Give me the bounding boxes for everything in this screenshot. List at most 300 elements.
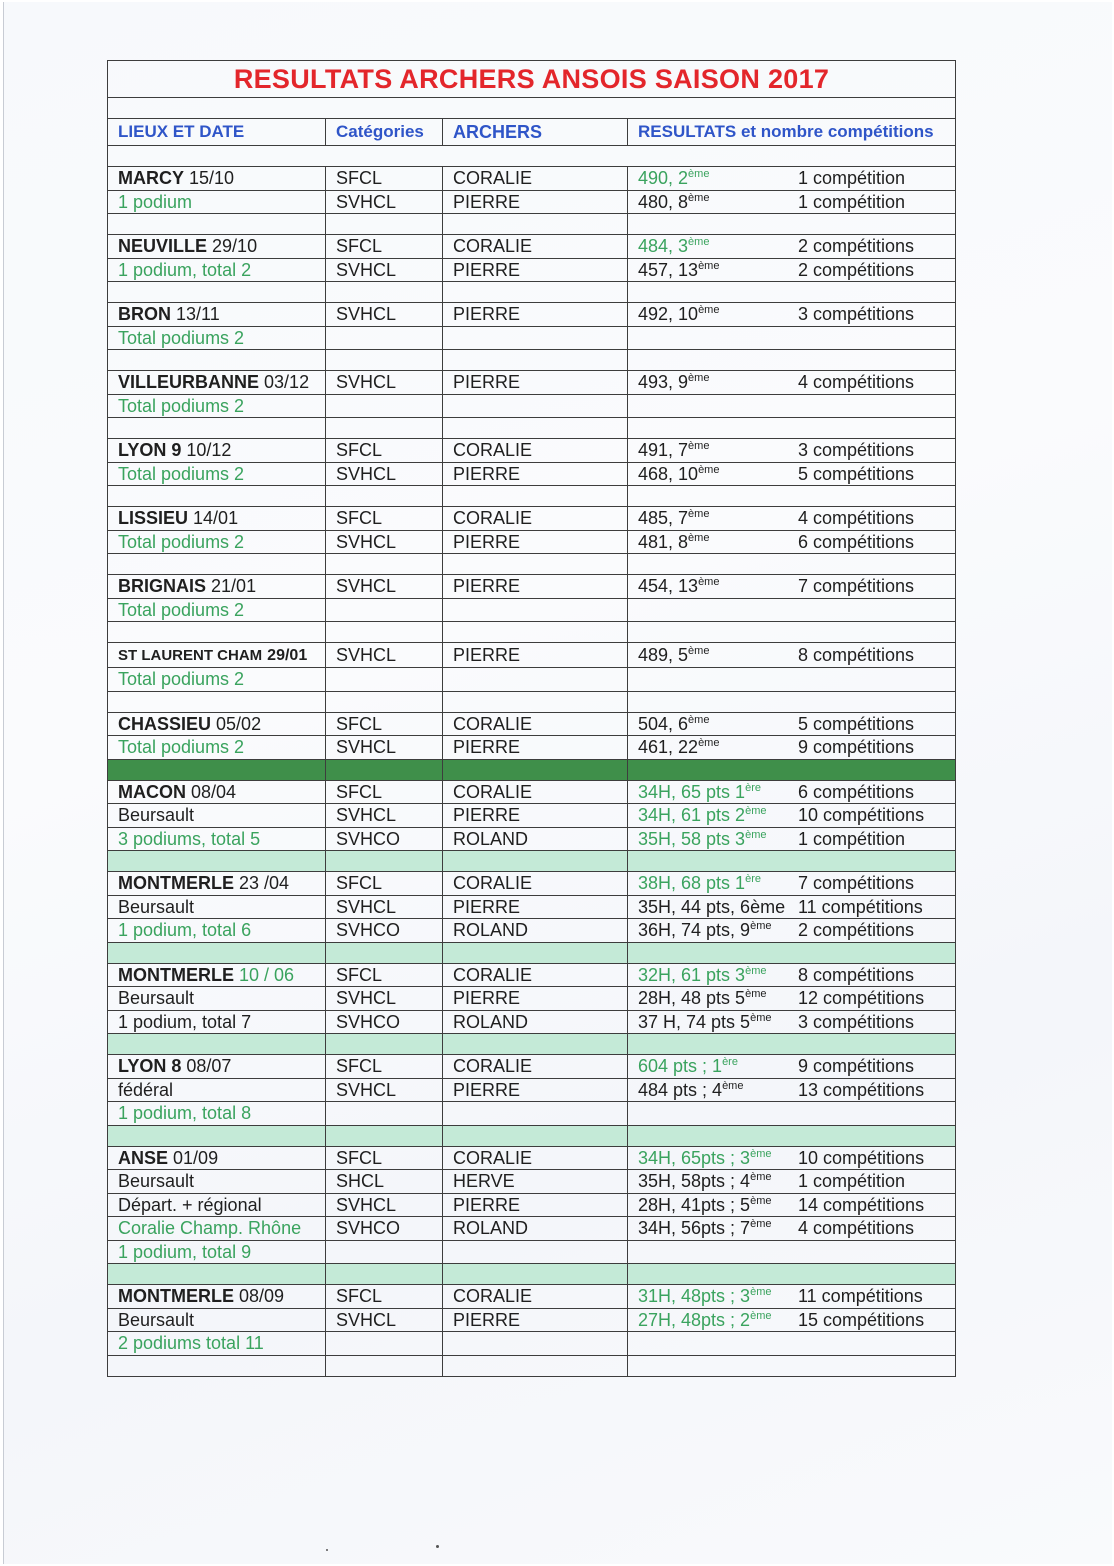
table-row (108, 1240, 956, 1264)
archer-cell: PIERRE (443, 736, 628, 760)
rank-suffix: ème (750, 1286, 772, 1299)
rank-suffix: ème (698, 304, 720, 317)
table-row (108, 1170, 956, 1194)
table-row (108, 575, 956, 599)
place-note: Coralie Champ. Rhône (118, 1218, 302, 1239)
category-cell: SFCL (326, 712, 443, 736)
spacer-cell (108, 1034, 326, 1055)
scan-speck (436, 1545, 439, 1548)
place-cell (108, 804, 326, 828)
competition-count: 6 compétitions (798, 531, 915, 552)
competition-count: 7 compétitions (798, 576, 915, 597)
spacer-cell (443, 282, 628, 303)
place-note: 1 podium, total 9 (118, 1241, 252, 1262)
spacer-cell (326, 350, 443, 371)
competition-count: 4 compétitions (798, 1218, 915, 1239)
spacer-cell (628, 942, 956, 963)
spacer-cell (108, 486, 326, 507)
spacer-cell (443, 942, 628, 963)
place-cell (108, 963, 326, 987)
score (638, 167, 798, 189)
place-note: 2 podiums total 11 (118, 1333, 264, 1354)
competition-count: 5 compétitions (798, 463, 915, 484)
result-cell (628, 895, 956, 919)
spacer-cell (108, 282, 326, 303)
place-cell (108, 643, 326, 668)
spacer-cell (326, 1355, 443, 1376)
result-cell (628, 462, 956, 486)
spacer-cell (443, 486, 628, 507)
result-cell (628, 963, 956, 987)
score (638, 736, 798, 758)
category-cell: SFCL (326, 235, 443, 259)
spacer-cell (326, 1034, 443, 1055)
table-row (108, 736, 956, 760)
result-cell (628, 780, 956, 804)
place-cell (108, 1010, 326, 1034)
place-cell (108, 303, 326, 327)
competition-count: 4 compétitions (798, 372, 915, 393)
place-note: Départ. + régional (118, 1194, 262, 1215)
place-note: Beursault (118, 1171, 195, 1192)
result-cell (628, 326, 956, 350)
archer-cell (443, 1102, 628, 1126)
rank-suffix: ème (688, 645, 710, 657)
archer-cell: PIERRE (443, 530, 628, 554)
location-name: MONTMERLE (118, 964, 234, 985)
result-cell (628, 575, 956, 599)
score-value: 28H, 48 pts 5 (638, 988, 746, 1009)
archer-cell: CORALIE (443, 712, 628, 736)
category-cell: SVHCL (326, 804, 443, 828)
archer-cell: PIERRE (443, 371, 628, 395)
spacer-cell (628, 214, 956, 235)
competition-count: 1 compétition (798, 828, 906, 849)
competition-count: 8 compétitions (798, 645, 915, 665)
competition-count: 10 compétitions (798, 805, 925, 826)
place-cell (108, 167, 326, 191)
result-cell (628, 919, 956, 943)
place-note: Total podiums 2 (118, 737, 245, 758)
place-cell (108, 1102, 326, 1126)
result-cell (628, 668, 956, 692)
place-note: Beursault (118, 1309, 195, 1330)
location-name: BRON (118, 304, 171, 325)
result-cell (628, 598, 956, 622)
category-cell: SVHCL (326, 1078, 443, 1102)
scan-speck (326, 1549, 328, 1551)
location-date: 29/01 (267, 647, 308, 664)
score-value: 493, 9 (638, 372, 689, 393)
score (638, 781, 798, 803)
rank-suffix: ème (688, 531, 710, 544)
score-value: 485, 7 (638, 508, 689, 529)
table-row (108, 371, 956, 395)
competition-count: 3 compétitions (798, 1011, 915, 1032)
spacer-cell (326, 691, 443, 712)
category-cell (326, 1332, 443, 1356)
archer-cell: ROLAND (443, 1217, 628, 1241)
spacer-cell (326, 214, 443, 235)
location-date: 08/09 (239, 1286, 285, 1307)
place-cell (108, 895, 326, 919)
archer-cell: CORALIE (443, 167, 628, 191)
place-cell (108, 780, 326, 804)
table-row (108, 712, 956, 736)
result-cell (628, 1285, 956, 1309)
table-row (108, 190, 956, 214)
result-cell (628, 190, 956, 214)
place-cell (108, 987, 326, 1011)
location-name: LYON 8 (118, 1056, 182, 1077)
competition-count: 10 compétitions (798, 1147, 925, 1168)
location-name: LYON 9 (118, 440, 182, 461)
archer-cell: PIERRE (443, 895, 628, 919)
location-date: 13/11 (176, 304, 220, 325)
location-name: ST LAURENT CHAM (118, 647, 263, 664)
location-name: MARCY (118, 168, 184, 189)
result-cell (628, 235, 956, 259)
place-cell (108, 575, 326, 599)
competition-count: 1 compétition (798, 168, 906, 189)
location-name: MONTMERLE (118, 1286, 234, 1307)
rank-suffix: ème (750, 1147, 772, 1160)
result-cell (628, 827, 956, 851)
header-category: Catégories (326, 119, 443, 146)
spacer-cell (108, 622, 326, 643)
score (638, 964, 798, 986)
category-cell: SFCL (326, 1285, 443, 1309)
category-cell: SVHCO (326, 919, 443, 943)
place-note: Beursault (118, 988, 195, 1009)
archer-cell: CORALIE (443, 439, 628, 463)
spacer-cell (326, 418, 443, 439)
category-cell: SFCL (326, 780, 443, 804)
place-cell (108, 919, 326, 943)
score-value: 34H, 56pts ; 7 (638, 1218, 751, 1239)
place-cell (108, 507, 326, 531)
competition-count: 8 compétitions (798, 964, 915, 985)
table-row (108, 1308, 956, 1332)
spacer-row (108, 622, 956, 643)
category-cell: SVHCL (326, 1308, 443, 1332)
rank-suffix: ème (688, 236, 710, 249)
competition-count: 11 compétitions (798, 1286, 923, 1307)
score (638, 1194, 798, 1216)
place-cell (108, 598, 326, 622)
place-cell (108, 235, 326, 259)
spacer-row (108, 350, 956, 371)
place-cell (108, 1332, 326, 1356)
archer-cell: PIERRE (443, 1193, 628, 1217)
category-cell: SVHCL (326, 895, 443, 919)
category-cell: SVHCO (326, 827, 443, 851)
rank-suffix: ème (750, 1011, 772, 1024)
results-table (107, 60, 956, 1377)
result-cell (628, 1102, 956, 1126)
competition-count: 6 compétitions (798, 781, 915, 802)
rank-suffix: ème (688, 440, 710, 453)
page-title: RESULTATS ARCHERS ANSOIS SAISON 2017 (108, 61, 956, 98)
competition-count: 9 compétitions (798, 737, 915, 758)
score-value: 481, 8 (638, 531, 689, 552)
rank-suffix: ère (745, 781, 761, 794)
category-cell: SVHCL (326, 190, 443, 214)
archer-cell: CORALIE (443, 1285, 628, 1309)
table-row (108, 1217, 956, 1241)
rank-suffix: ème (698, 259, 720, 272)
table-row (108, 462, 956, 486)
category-cell: SVHCL (326, 258, 443, 282)
competition-count: 15 compétitions (798, 1309, 925, 1330)
rank-suffix: ème (750, 920, 772, 933)
spacer-cell (628, 622, 956, 643)
place-note: Total podiums 2 (118, 599, 245, 620)
place-cell (108, 326, 326, 350)
competition-count: 4 compétitions (798, 508, 915, 529)
location-name: ANSE (118, 1147, 169, 1168)
rank-suffix: ème (750, 1194, 772, 1207)
place-note: Total podiums 2 (118, 531, 245, 552)
category-cell: SFCL (326, 507, 443, 531)
archer-cell: PIERRE (443, 987, 628, 1011)
separator-band (108, 851, 956, 872)
place-cell (108, 190, 326, 214)
spacer-row (108, 691, 956, 712)
archer-cell: HERVE (443, 1170, 628, 1194)
location-name: CHASSIEU (118, 713, 212, 734)
spacer-cell (628, 1264, 956, 1285)
archer-cell: CORALIE (443, 963, 628, 987)
score-value: 454, 13 (638, 576, 699, 597)
competition-count: 1 compétition (798, 1171, 906, 1192)
spacer-cell (108, 691, 326, 712)
score-value: 36H, 74 pts, 9 (638, 920, 751, 941)
rank-suffix: ère (745, 873, 761, 886)
place-cell (108, 439, 326, 463)
place-cell (108, 1240, 326, 1264)
location-date: 21/01 (211, 576, 257, 597)
table-row (108, 1285, 956, 1309)
result-cell (628, 303, 956, 327)
score (638, 463, 798, 485)
place-note: 1 podium, total 2 (118, 259, 252, 280)
spacer-cell (443, 554, 628, 575)
archer-cell: CORALIE (443, 1055, 628, 1079)
result-cell (628, 643, 956, 668)
competition-count: 9 compétitions (798, 1056, 915, 1077)
score-value: 492, 10 (638, 304, 699, 325)
table-row (108, 1146, 956, 1170)
competition-count: 5 compétitions (798, 713, 915, 734)
spacer-cell (628, 554, 956, 575)
result-cell (628, 987, 956, 1011)
rank-suffix: ème (722, 1079, 744, 1092)
result-cell (628, 530, 956, 554)
competition-count: 13 compétitions (798, 1079, 925, 1100)
place-note: Total podiums 2 (118, 463, 245, 484)
table-row (108, 827, 956, 851)
result-cell (628, 394, 956, 418)
place-cell (108, 736, 326, 760)
place-note: Total podiums 2 (118, 395, 245, 416)
spacer-cell (443, 851, 628, 872)
score (638, 919, 798, 941)
place-cell (108, 668, 326, 692)
table-row (108, 394, 956, 418)
location-date: 08/07 (186, 1056, 232, 1077)
rank-suffix: ème (698, 463, 720, 476)
location-date: 10/12 (186, 440, 232, 461)
score-value: 35H, 44 pts, 6ème (638, 896, 786, 917)
category-cell: SFCL (326, 1146, 443, 1170)
rank-suffix: ème (750, 1309, 772, 1322)
score (638, 1147, 798, 1169)
score (638, 644, 798, 666)
spacer-cell (326, 554, 443, 575)
score (638, 259, 798, 281)
location-name: MACON (118, 781, 186, 802)
place-note: 1 podium (118, 191, 193, 212)
score-value: 27H, 48pts ; 2 (638, 1309, 751, 1330)
category-cell: SVHCL (326, 987, 443, 1011)
archer-cell (443, 326, 628, 350)
score (638, 1055, 798, 1077)
table-row (108, 439, 956, 463)
result-cell (628, 258, 956, 282)
spacer-row (108, 486, 956, 507)
place-cell (108, 394, 326, 418)
location-date: 03/12 (264, 372, 310, 393)
result-cell (628, 439, 956, 463)
separator-band (108, 1034, 956, 1055)
score (638, 1170, 798, 1192)
archer-cell: PIERRE (443, 258, 628, 282)
place-cell (108, 1285, 326, 1309)
spacer-cell (108, 1125, 326, 1146)
archer-cell: ROLAND (443, 1010, 628, 1034)
competition-count: 7 compétitions (798, 873, 915, 894)
score (638, 1011, 798, 1033)
header-place: LIEUX ET DATE (108, 119, 326, 146)
result-cell (628, 736, 956, 760)
result-cell (628, 712, 956, 736)
score-value: 34H, 65pts ; 3 (638, 1147, 751, 1168)
header-results: RESULTATS et nombre compétitions (628, 119, 956, 146)
place-note: Total podiums 2 (118, 327, 245, 348)
category-cell: SFCL (326, 872, 443, 896)
place-note: 1 podium, total 7 (118, 1011, 252, 1032)
archer-cell: PIERRE (443, 804, 628, 828)
result-cell (628, 371, 956, 395)
table-row (108, 326, 956, 350)
result-cell (628, 1170, 956, 1194)
competition-count: 12 compétitions (798, 988, 925, 1009)
competition-count: 3 compétitions (798, 304, 915, 325)
place-note: 1 podium, total 8 (118, 1103, 252, 1124)
place-cell (108, 1146, 326, 1170)
separator-band (108, 759, 956, 780)
spacer-cell (628, 1034, 956, 1055)
table-row (108, 598, 956, 622)
place-note: fédéral (118, 1079, 174, 1100)
place-cell (108, 1055, 326, 1079)
table-row (108, 1078, 956, 1102)
score (638, 439, 798, 461)
score (638, 896, 798, 918)
spacer-cell (443, 759, 628, 780)
spacer-cell (108, 1264, 326, 1285)
competition-count: 2 compétitions (798, 236, 915, 257)
spacer-cell (326, 622, 443, 643)
category-cell: SVHCL (326, 736, 443, 760)
archer-cell (443, 394, 628, 418)
score-value: 37 H, 74 pts 5 (638, 1011, 751, 1032)
category-cell: SHCL (326, 1170, 443, 1194)
location-name: VILLEURBANNE (118, 372, 260, 393)
table-row (108, 1332, 956, 1356)
score-value: 461, 22 (638, 737, 699, 758)
location-date: 01/09 (173, 1147, 219, 1168)
place-note: Beursault (118, 896, 195, 917)
place-note: 1 podium, total 6 (118, 920, 252, 941)
category-cell: SFCL (326, 1055, 443, 1079)
location-date: 05/02 (216, 713, 262, 734)
score (638, 1079, 798, 1101)
rank-suffix: ème (688, 191, 710, 204)
rank-suffix: ème (745, 805, 767, 818)
spacer-cell (443, 1034, 628, 1055)
spacer-cell (108, 214, 326, 235)
category-cell (326, 1102, 443, 1126)
location-date: 15/10 (189, 168, 235, 189)
score (638, 531, 798, 553)
score (638, 1285, 798, 1307)
result-cell (628, 1146, 956, 1170)
table-row (108, 668, 956, 692)
place-cell (108, 371, 326, 395)
location-name: NEUVILLE (118, 236, 208, 257)
category-cell (326, 326, 443, 350)
category-cell: SVHCL (326, 1193, 443, 1217)
table-row (108, 963, 956, 987)
place-cell (108, 1170, 326, 1194)
score (638, 371, 798, 393)
spacer-cell (628, 1355, 956, 1376)
location-date: 10 / 06 (239, 964, 295, 985)
spacer-cell (108, 759, 326, 780)
score-value: 457, 13 (638, 259, 699, 280)
table-row (108, 303, 956, 327)
location-date: 14/01 (193, 508, 239, 529)
score-value: 28H, 41pts ; 5 (638, 1194, 751, 1215)
rank-suffix: ème (745, 964, 767, 977)
competition-count: 11 compétitions (798, 896, 923, 917)
separator-band (108, 1264, 956, 1285)
category-cell (326, 598, 443, 622)
score-value: 35H, 58pts ; 4 (638, 1171, 751, 1192)
archer-cell: PIERRE (443, 1078, 628, 1102)
archer-cell (443, 1240, 628, 1264)
spacer-row (108, 418, 956, 439)
table-row (108, 872, 956, 896)
score (638, 987, 798, 1009)
result-cell (628, 1332, 956, 1356)
spacer-cell (628, 759, 956, 780)
table-row (108, 507, 956, 531)
score-value: 491, 7 (638, 440, 689, 461)
archer-cell: PIERRE (443, 190, 628, 214)
